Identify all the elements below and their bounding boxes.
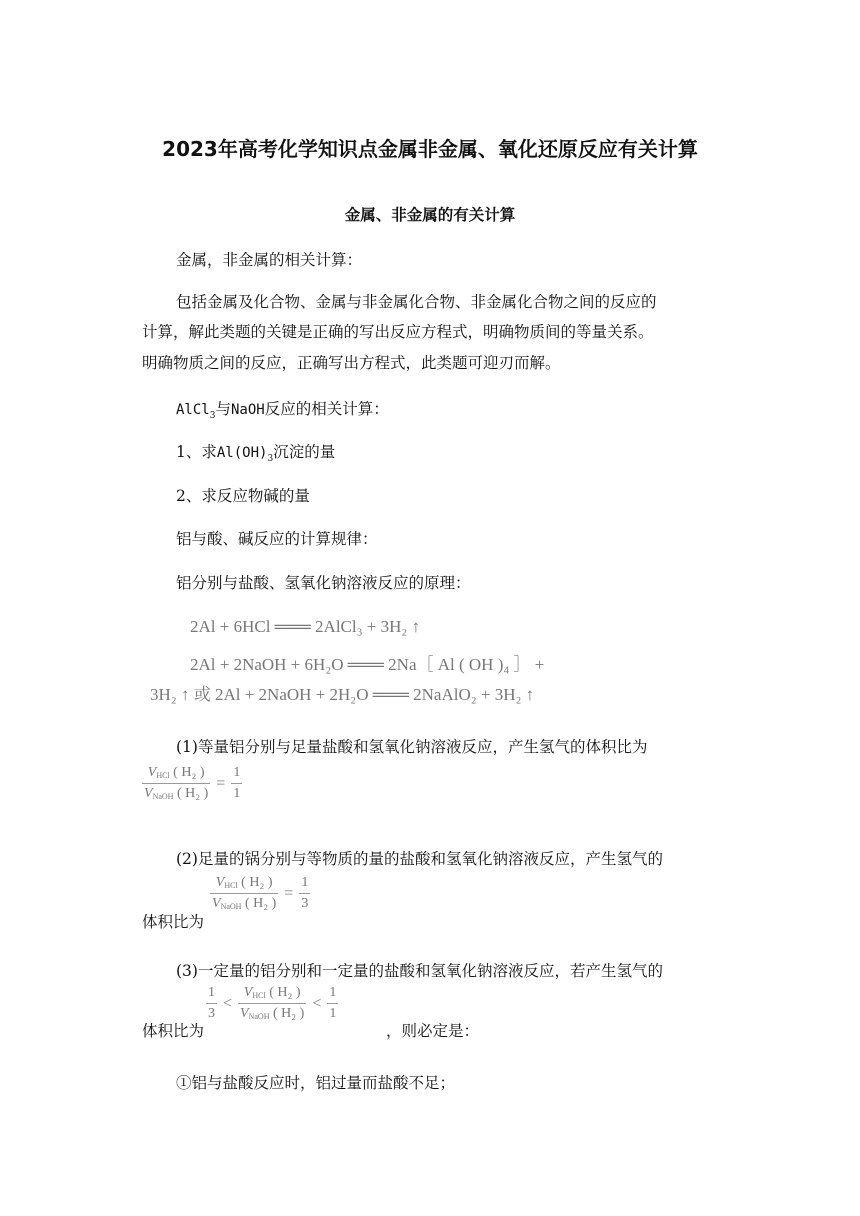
lower-bound: $\frac{1}{3}$ xyxy=(208,985,215,1021)
alcl3-heading-tail: 反应的相关计算： xyxy=(264,400,389,418)
aloh3-subscript: 3 xyxy=(267,454,274,465)
rule-heading: 铝与酸、碱反应的计算规律： xyxy=(176,530,378,548)
conclusion-2-line-1: (2)足量的锅分别与等物质的量的盐酸和氢氧化钠溶液反应，产生氢气的 xyxy=(176,850,663,868)
ratio-formula-1: $\frac{\text{VHCl ( H₂ )}}{\text{VNaOH ( H₂ )}}$ = $\frac{1}{1}$ xyxy=(144,765,241,801)
alcl3-connector: 与 xyxy=(215,400,231,418)
intro-line: 金属，非金属的相关计算： xyxy=(176,251,363,269)
ratio-value-1-3: $\frac{1}{3}$ xyxy=(301,875,309,911)
naoh-formula: NaOH xyxy=(230,402,265,418)
item-1-tail: 沉淀的量 xyxy=(273,443,336,461)
ratio-inequality: $\frac{1}{3}$ < $\frac{\text{VHCl ( H₂ )}}{\text{VNaOH ( H₂ )}}$ < $\frac{1}{1}$ xyxy=(208,985,337,1021)
equation-2: 2Al + 2NaOH + 6H₂O ═══ 2Na［ Al ( OH )₄ ］ + xyxy=(190,655,545,674)
page-title: 2023年高考化学知识点金属非金属、氧化还原反应有关计算 xyxy=(162,137,698,161)
paragraph-line-1: 包括金属及化合物、金属与非金属化合物、非金属化合物之间的反应的 xyxy=(176,293,657,311)
aloh3-formula: Al(OH) xyxy=(216,445,268,461)
point-1: ①铝与盐酸反应时，铝过量而盐酸不足； xyxy=(176,1074,456,1092)
volume-ratio-fraction: $\frac{\text{VHCl ( H₂ )}}{\text{VNaOH ( H₂ )}}$ xyxy=(212,875,277,911)
volume-ratio-fraction: $\frac{\text{VHCl ( H₂ )}}{\text{VNaOH ( H₂ )}}$ xyxy=(240,985,305,1021)
principle-line: 铝分别与盐酸、氢氧化钠溶液反应的原理： xyxy=(176,574,471,592)
volume-ratio-fraction: $\frac{\text{VHCl ( H₂ )}}{\text{VNaOH ( H₂ )}}$ xyxy=(144,765,209,801)
conclusion-3-tail: ，则必定是： xyxy=(386,1022,480,1040)
item-1-prefix: 1、求 xyxy=(176,443,217,461)
section-heading: 金属、非金属的有关计算 xyxy=(344,206,516,224)
alcl3-naoh-heading xyxy=(176,399,389,426)
ratio-value-1-1: $\frac{1}{1}$ xyxy=(233,765,241,801)
alcl3-formula: AlCl xyxy=(176,402,210,418)
equation-3: 3H₂ ↑ 或 2Al + 2NaOH + 2H₂O ═══ 2NaAlO₂ + 3H₂ ↑ xyxy=(150,685,535,704)
item-2: 2、求反应物碱的量 xyxy=(176,487,310,505)
ratio-formula-2: $\frac{\text{VHCl ( H₂ )}}{\text{VNaOH ( H₂ )}}$ = $\frac{1}{3}$ xyxy=(212,875,309,911)
item-1 xyxy=(176,442,335,469)
conclusion-1: (1)等量铝分别与足量盐酸和氢氧化钠溶液反应，产生氢气的体积比为 xyxy=(176,738,648,756)
conclusion-3-line-1: (3)一定量的铝分别和一定量的盐酸和氢氧化钠溶液反应，若产生氢气的 xyxy=(176,962,663,980)
equation-1: 2Al + 6HCl ═══ 2AlCl₃ + 3H₂ ↑ xyxy=(190,617,421,636)
paragraph-line-2: 计算，解此类题的关键是正确的写出反应方程式，明确物质间的等量关系。 xyxy=(142,323,654,341)
upper-bound: $\frac{1}{1}$ xyxy=(329,985,337,1021)
paragraph-line-3: 明确物质之间的反应，正确写出方程式，此类题可迎刃而解。 xyxy=(142,354,561,372)
conclusion-3-line-2: 体积比为 xyxy=(142,1022,205,1040)
conclusion-2-line-2: 体积比为 xyxy=(142,913,205,931)
alcl3-subscript: 3 xyxy=(209,411,216,422)
